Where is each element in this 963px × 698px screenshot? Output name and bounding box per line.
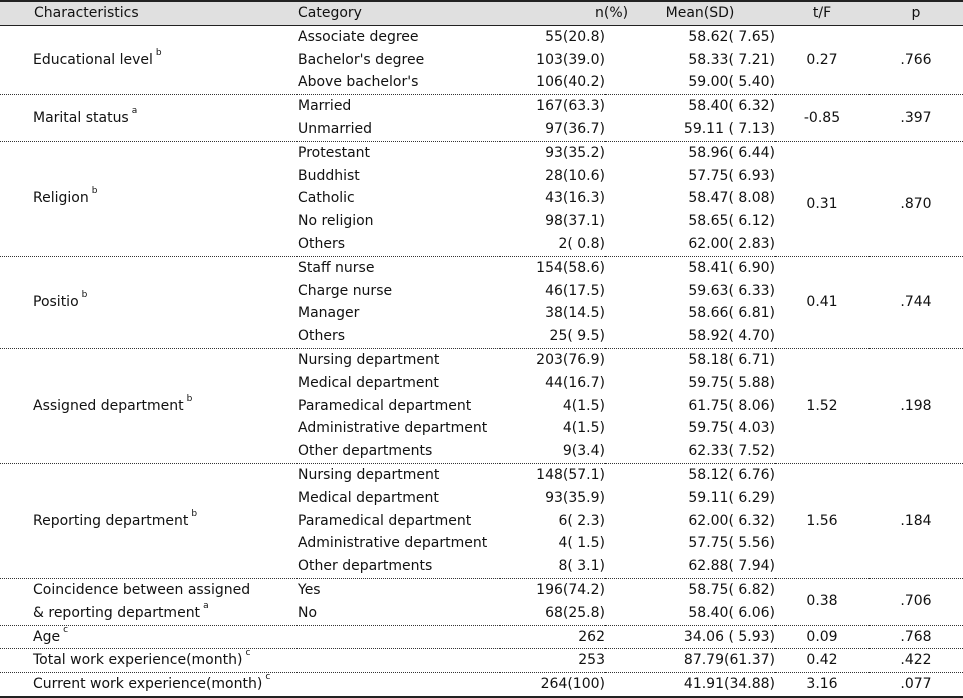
p-cell: .397	[869, 95, 963, 142]
mean-cell: 58.75( 6.82)	[605, 578, 775, 601]
mean-cell: 62.33( 7.52)	[688, 443, 775, 460]
row-label: Total work experience(month) $^c$	[0, 649, 297, 673]
header-tf: t/F	[812, 5, 832, 21]
mean-cell: 62.00( 2.83)	[688, 235, 775, 252]
p-value: .870	[900, 195, 932, 212]
p-cell: .198	[869, 348, 963, 463]
category-cell: Above bachelor's	[298, 74, 419, 91]
mean-cell: 58.12( 6.76)	[605, 463, 775, 486]
continuous-variables	[0, 625, 963, 697]
n-cell: 4(1.5)	[562, 420, 605, 437]
n-cell: 103(39.0)	[536, 51, 605, 68]
mean-cell: 62.00( 6.32)	[688, 512, 775, 529]
n-cell: 28(10.6)	[545, 167, 605, 184]
category-cell: Others	[298, 328, 346, 345]
n-cell: 262	[500, 625, 605, 649]
tf-cell: -0.85	[775, 95, 869, 142]
mean-cell: 57.75( 5.56)	[688, 535, 775, 552]
category-cell: Medical department	[298, 489, 439, 506]
group-label-line1: Coincidence between assigned	[33, 581, 251, 598]
n-cell: 196(74.2)	[500, 578, 605, 601]
n-cell: 8( 3.1)	[558, 558, 605, 575]
n-cell: 46(17.5)	[545, 282, 605, 299]
n-cell: 154(58.6)	[500, 256, 605, 279]
mean-cell: 59.00( 5.40)	[688, 74, 775, 91]
category-cell: Charge nurse	[298, 282, 393, 299]
category-cell: Paramedical department	[298, 397, 472, 414]
category-cell: Manager	[298, 305, 360, 322]
category-cell: Unmarried	[298, 120, 372, 137]
category-cell: Medical department	[298, 374, 439, 391]
mean-cell: 59.63( 6.33)	[688, 282, 775, 299]
header-category: Category	[298, 5, 362, 21]
table-row-current-experience	[0, 673, 963, 697]
group-label: Religion $^b$	[0, 141, 297, 256]
category-cell: No	[298, 604, 318, 621]
mean-cell: 61.75( 8.06)	[688, 397, 775, 414]
group-label: Assigned department $^b$	[0, 348, 297, 463]
category-cell: Married	[297, 95, 500, 118]
mean-cell: 59.75( 5.88)	[688, 374, 775, 391]
tf-cell: 1.52	[775, 348, 869, 463]
p-cell: .768	[869, 625, 963, 649]
n-cell: 6( 2.3)	[558, 512, 605, 529]
category-cell	[297, 673, 500, 697]
row-label: Age $^c$	[0, 625, 297, 649]
n-cell: 203(76.9)	[500, 348, 605, 371]
n-cell: 38(14.5)	[545, 305, 605, 322]
category-cell: Other departments	[298, 443, 433, 460]
category-cell: Nursing department	[297, 463, 500, 486]
category-cell: Nursing department	[297, 348, 500, 371]
p-cell: .184	[869, 463, 963, 578]
header-n: n(%)	[595, 5, 629, 21]
group-label: Educational level $^b$	[0, 25, 297, 94]
p-cell: .706	[869, 578, 963, 625]
group-reporting-department	[0, 463, 963, 578]
tf-cell	[775, 141, 869, 256]
n-cell: 93(35.9)	[545, 489, 605, 506]
group-marital-status	[0, 95, 963, 142]
category-cell: Yes	[297, 578, 500, 601]
n-cell: 106(40.2)	[536, 74, 605, 91]
mean-cell: 59.75( 4.03)	[688, 420, 775, 437]
row-label: Current work experience(month) $^c$	[0, 673, 297, 697]
n-cell: 98(37.1)	[545, 213, 605, 230]
p-cell	[869, 141, 963, 256]
n-cell: 253	[500, 649, 605, 673]
n-cell: 4(1.5)	[562, 397, 605, 414]
n-cell: 167(63.3)	[500, 95, 605, 118]
category-cell: Catholic	[298, 190, 355, 207]
mean-cell: 58.33( 7.21)	[688, 51, 775, 68]
tf-cell: 0.09	[775, 625, 869, 649]
n-cell: 43(16.3)	[545, 190, 605, 207]
category-cell: Paramedical department	[298, 512, 472, 529]
mean-cell: 34.06 ( 5.93)	[605, 625, 775, 649]
n-cell: 44(16.7)	[545, 374, 605, 391]
table-header	[0, 1, 963, 25]
table-row	[0, 463, 963, 486]
group-label-line2: & reporting department $^a$	[33, 600, 209, 621]
mean-cell: 87.79(61.37)	[605, 649, 775, 673]
table-row-total-experience	[0, 649, 963, 673]
category-cell: Others	[298, 235, 346, 252]
p-cell: .422	[869, 649, 963, 673]
category-cell: Buddhist	[298, 167, 360, 184]
mean-cell: 58.96( 6.44)	[605, 141, 775, 164]
n-cell: 93(35.2)	[500, 141, 605, 164]
mean-cell: 58.40( 6.06)	[688, 604, 775, 621]
category-cell: Staff nurse	[297, 256, 500, 279]
table-row	[0, 348, 963, 371]
n-cell: 264(100)	[500, 673, 605, 697]
mean-cell: 41.91(34.88)	[605, 673, 775, 697]
group-assigned-department	[0, 348, 963, 463]
mean-cell: 58.41( 6.90)	[605, 256, 775, 279]
tf-cell: 0.38	[775, 578, 869, 625]
group-religion	[0, 141, 963, 256]
category-cell: Other departments	[298, 558, 433, 575]
table-row	[0, 256, 963, 279]
group-label: Positio $^b$	[0, 256, 297, 348]
mean-cell: 58.62( 7.65)	[605, 25, 775, 48]
category-cell: Administrative department	[298, 420, 488, 437]
group-educational-level	[0, 25, 963, 94]
category-cell: Bachelor's degree	[298, 51, 425, 68]
group-label	[0, 578, 297, 625]
n-cell: 25( 9.5)	[549, 328, 605, 345]
tf-cell: 0.41	[775, 256, 869, 348]
tf-cell: 0.42	[775, 649, 869, 673]
mean-cell: 58.47( 8.08)	[688, 190, 775, 207]
mean-cell: 58.65( 6.12)	[688, 213, 775, 230]
group-coincidence	[0, 578, 963, 625]
header-characteristics: Characteristics	[34, 5, 139, 21]
tf-cell: 1.56	[775, 463, 869, 578]
header-p: p	[911, 5, 921, 21]
group-position	[0, 256, 963, 348]
tf-cell: 0.27	[775, 25, 869, 94]
tf-cell: 3.16	[775, 673, 869, 697]
mean-cell: 57.75( 6.93)	[688, 167, 775, 184]
table-row-age	[0, 625, 963, 649]
table-row	[0, 578, 963, 601]
mean-cell: 58.18( 6.71)	[605, 348, 775, 371]
table-row	[0, 141, 963, 164]
category-cell: No religion	[298, 213, 374, 230]
p-cell: .744	[869, 256, 963, 348]
category-cell	[297, 649, 500, 673]
mean-cell: 58.92( 4.70)	[688, 328, 775, 345]
n-cell: 97(36.7)	[545, 120, 605, 137]
table-row	[0, 95, 963, 118]
n-cell: 2( 0.8)	[558, 235, 605, 252]
n-cell: 9(3.4)	[562, 443, 605, 460]
mean-cell: 58.40( 6.32)	[605, 95, 775, 118]
n-cell: 68(25.8)	[545, 604, 605, 621]
header-row	[0, 1, 963, 25]
category-cell: Protestant	[297, 141, 500, 164]
n-cell: 4( 1.5)	[558, 535, 605, 552]
category-cell	[297, 625, 500, 649]
header-mean: Mean(SD)	[665, 5, 735, 21]
p-cell: .766	[869, 25, 963, 94]
n-cell: 148(57.1)	[500, 463, 605, 486]
mean-cell: 62.88( 7.94)	[688, 558, 775, 575]
mean-cell: 59.11( 6.29)	[688, 489, 775, 506]
group-label: Reporting department $^b$	[0, 463, 297, 578]
p-cell: .077	[869, 673, 963, 697]
category-cell: Associate degree	[297, 25, 500, 48]
category-cell: Administrative department	[298, 535, 488, 552]
table-row	[0, 25, 963, 48]
group-label: Marital status $^a$	[0, 95, 297, 142]
n-cell: 55(20.8)	[500, 25, 605, 48]
tf-value: 0.31	[806, 195, 838, 212]
mean-cell: 59.11 ( 7.13)	[683, 120, 775, 137]
mean-cell: 58.66( 6.81)	[688, 305, 775, 322]
